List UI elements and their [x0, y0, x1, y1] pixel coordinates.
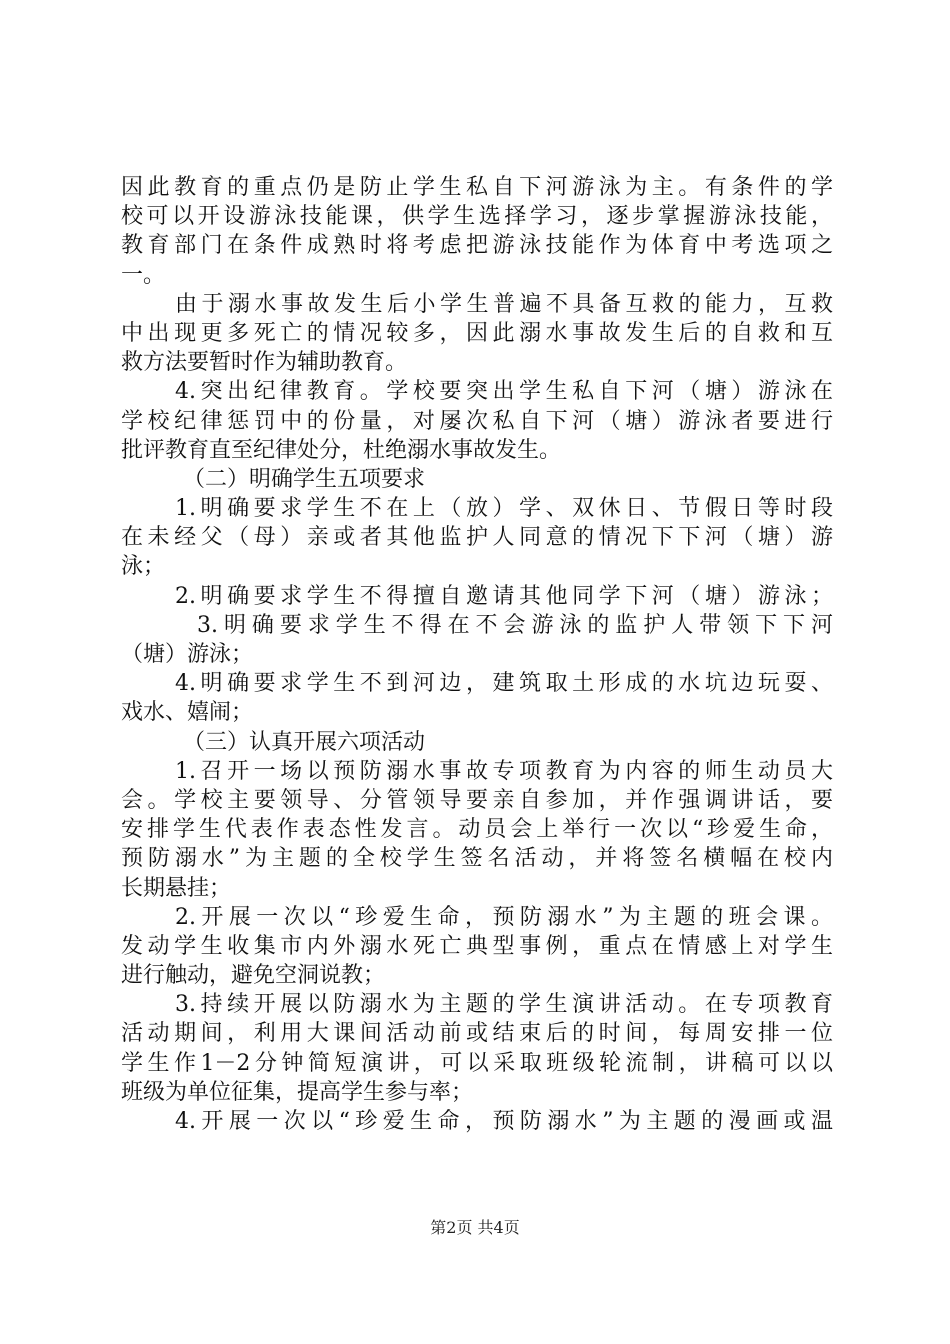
text-line: 学生作1－2分钟简短演讲，可以采取班级轮流制，讲稿可以以: [121, 1050, 833, 1076]
text-line: 戏水、嬉闹；: [121, 700, 254, 726]
text-line: 由于溺水事故发生后小学生普遍不具备互救的能力，互救: [175, 291, 833, 317]
text-line: 发动学生收集市内外溺水死亡典型事例，重点在情感上对学生: [121, 933, 833, 959]
text-line: 4.开展一次以“珍爱生命，预防溺水”为主题的漫画或温: [175, 1109, 833, 1134]
text-line: 教育部门在条件成熟时将考虑把游泳技能作为体育中考选项之: [121, 233, 833, 259]
text-line: 1.召开一场以预防溺水事故专项教育为内容的师生动员大: [175, 758, 833, 784]
text-line: 3.明确要求学生不得在不会游泳的监护人带领下下河: [197, 612, 833, 638]
text-line: 4.明确要求学生不到河边，建筑取土形成的水坑边玩耍、: [175, 671, 833, 697]
text-line: （塘）游泳；: [121, 642, 254, 667]
document-body: [121, 173, 833, 1136]
text-line: 一。: [121, 262, 166, 288]
text-line: 学校纪律惩罚中的份量，对屡次私自下河（塘）游泳者要进行: [121, 408, 833, 434]
text-line: 中出现更多死亡的情况较多，因此溺水事故发生后的自救和互: [121, 320, 833, 346]
text-line: 安排学生代表作表态性发言。动员会上举行一次以“珍爱生命，: [121, 817, 833, 843]
section-heading: （二）明确学生五项要求: [183, 466, 426, 492]
text-line: 批评教育直至纪律处分，杜绝溺水事故发生。: [121, 437, 562, 463]
text-line: 因此教育的重点仍是防止学生私自下河游泳为主。有条件的学: [121, 175, 833, 200]
section-heading: （三）认真开展六项活动: [183, 729, 426, 755]
text-line: 1.明确要求学生不在上（放）学、双休日、节假日等时段: [175, 496, 833, 522]
text-line: 在未经父（母）亲或者其他监护人同意的情况下下河（塘）游: [121, 525, 833, 551]
text-line: 3.持续开展以防溺水为主题的学生演讲活动。在专项教育: [175, 992, 833, 1018]
text-line: 4.突出纪律教育。学校要突出学生私自下河（塘）游泳在: [175, 379, 833, 405]
text-line: 救方法要暂时作为辅助教育。: [121, 350, 408, 376]
text-line: 校可以开设游泳技能课，供学生选择学习，逐步掌握游泳技能，: [121, 204, 833, 230]
text-line: 泳；: [121, 554, 166, 580]
text-line: 预防溺水”为主题的全校学生签名活动，并将签名横幅在校内: [121, 846, 833, 872]
text-line: 2.开展一次以“珍爱生命，预防溺水”为主题的班会课。: [175, 904, 833, 930]
text-line: 进行触动，避免空洞说教；: [121, 963, 386, 989]
text-line: 会。学校主要领导、分管领导要亲自参加，并作强调讲话，要: [121, 787, 833, 813]
text-line: 班级为单位征集，提高学生参与率；: [121, 1079, 474, 1105]
text-line: 长期悬挂；: [121, 875, 232, 901]
text-line: 活动期间，利用大课间活动前或结束后的时间，每周安排一位: [121, 1021, 833, 1047]
text-line: 2.明确要求学生不得擅自邀请其他同学下河（塘）游泳；: [175, 583, 833, 609]
page-number-footer: 第2页 共4页: [430, 1218, 520, 1237]
